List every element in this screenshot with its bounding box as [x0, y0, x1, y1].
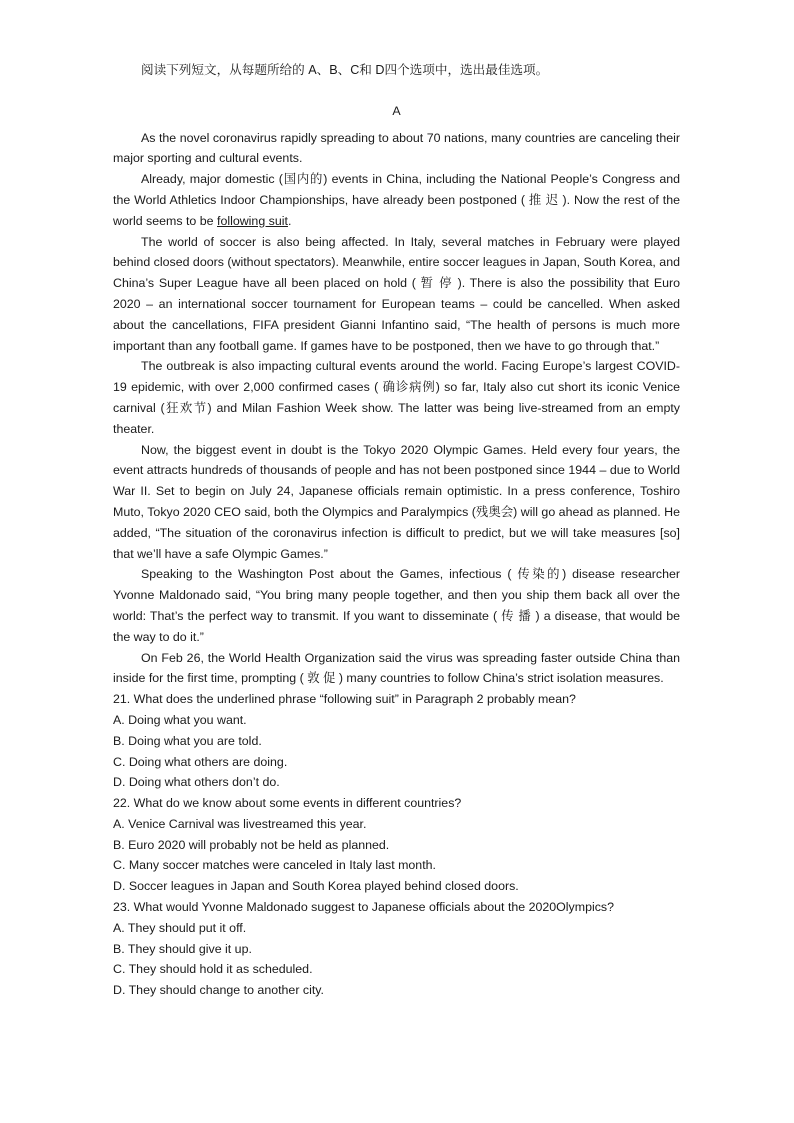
paragraph-text-end: . — [287, 213, 292, 228]
question-stem: 22. What do we know about some events in different countries? — [113, 796, 462, 811]
question-block-23 — [113, 897, 680, 1001]
paragraph-text: Now, the biggest event in doubt is the Tokyo 2020 Olympic Games. Held every four years, the event attracts hundreds of thousands of people and has not been postponed since 1944 – due to World War II. Set to begin on July 24, Japanese officials remain optimistic. In a press conference, Toshiro Muto, Tokyo 2020 CEO said, both the Olympics and Paralympics (残奥会) will go ahead as planned. He added, “The situation of the coronavirus infection is difficult to predict, but we will take measures [so] that we’ll have a safe Olympic Games.” — [113, 442, 680, 561]
paragraph-text: Already, major domestic (国内的) events in China, including the National People’s Congress and the World Athletics Indoor Championships, have already been postponed ( 推 迟 ). Now the rest of the world seems to be — [113, 172, 680, 228]
passage — [113, 128, 680, 690]
underlined-phrase: following suit — [217, 213, 288, 228]
option-a: A. They should put it off. — [113, 920, 247, 935]
option-c: C. They should hold it as scheduled. — [113, 962, 313, 977]
passage-paragraph-5 — [113, 440, 680, 565]
paragraph-text: The world of soccer is also being affected. In Italy, several matches in February were played behind closed doors (without spectators). Meanwhile, entire soccer leagues in Japan, South Korea, and China’s Super League have all been placed on hold ( 暂 停 ). There is also the possibility that Euro 2020 – an international soccer tournament for European teams – could be cancelled. When asked about the cancellations, FIFA president Gianni Infantino said, “The health of persons is much more important than any football game. If games have to be postponed, then we have to go through that.” — [113, 234, 680, 353]
passage-paragraph-2 — [113, 169, 680, 231]
question-stem: 21. What does the underlined phrase “following suit” in Paragraph 2 probably mean? — [113, 692, 576, 707]
instruction-text: 阅读下列短文，从每题所给的 A、B、C和 D四个选项中，选出最佳选项。 — [141, 63, 549, 77]
passage-paragraph-3 — [113, 232, 680, 357]
section-label: A — [392, 103, 401, 118]
option-b: B. Doing what you are told. — [113, 733, 262, 748]
option-b: B. They should give it up. — [113, 941, 252, 956]
passage-paragraph-4 — [113, 356, 680, 439]
option-d: D. They should change to another city. — [113, 983, 324, 998]
option-a: A. Doing what you want. — [113, 712, 247, 727]
option-c: C. Many soccer matches were canceled in Italy last month. — [113, 858, 436, 873]
paragraph-text: The outbreak is also impacting cultural events around the world. Facing Europe’s largest COVID-19 epidemic, with over 2,000 confirmed cases ( 确诊病例) so far, Italy also cut short its iconic Venice carnival (狂欢节) and Milan Fashion Week show. The latter was being live-streamed from an empty theater. — [113, 359, 680, 436]
question-stem: 23. What would Yvonne Maldonado suggest to Japanese officials about the 2020Olympics? — [113, 900, 615, 915]
paragraph-text: As the novel coronavirus rapidly spreading to about 70 nations, many countries are canceling their major sporting and cultural events. — [113, 130, 680, 166]
option-d: D. Soccer leagues in Japan and South Korea played behind closed doors. — [113, 879, 519, 894]
passage-paragraph-1 — [113, 128, 680, 170]
paragraph-text: On Feb 26, the World Health Organization said the virus was spreading faster outside China than inside for the first time, prompting ( 敦 促 ) many countries to follow China’s strict isolation measures. — [113, 650, 680, 686]
paragraph-text: Speaking to the Washington Post about the Games, infectious ( 传染的) disease researcher Yvonne Maldonado said, “You bring many people together, and then you ship them back all over the world: That’s the perfect way to transmit. If you want to disseminate ( 传 播 ) a disease, that would be the way to do it.” — [113, 567, 680, 644]
question-block-22 — [113, 793, 680, 897]
option-c: C. Doing what others are doing. — [113, 754, 288, 769]
option-d: D. Doing what others don’t do. — [113, 775, 280, 790]
document-page — [113, 60, 680, 1001]
option-b: B. Euro 2020 will probably not be held as planned. — [113, 837, 390, 852]
passage-paragraph-6 — [113, 564, 680, 647]
option-a: A. Venice Carnival was livestreamed this year. — [113, 816, 367, 831]
question-block-21 — [113, 689, 680, 793]
passage-paragraph-7 — [113, 648, 680, 690]
